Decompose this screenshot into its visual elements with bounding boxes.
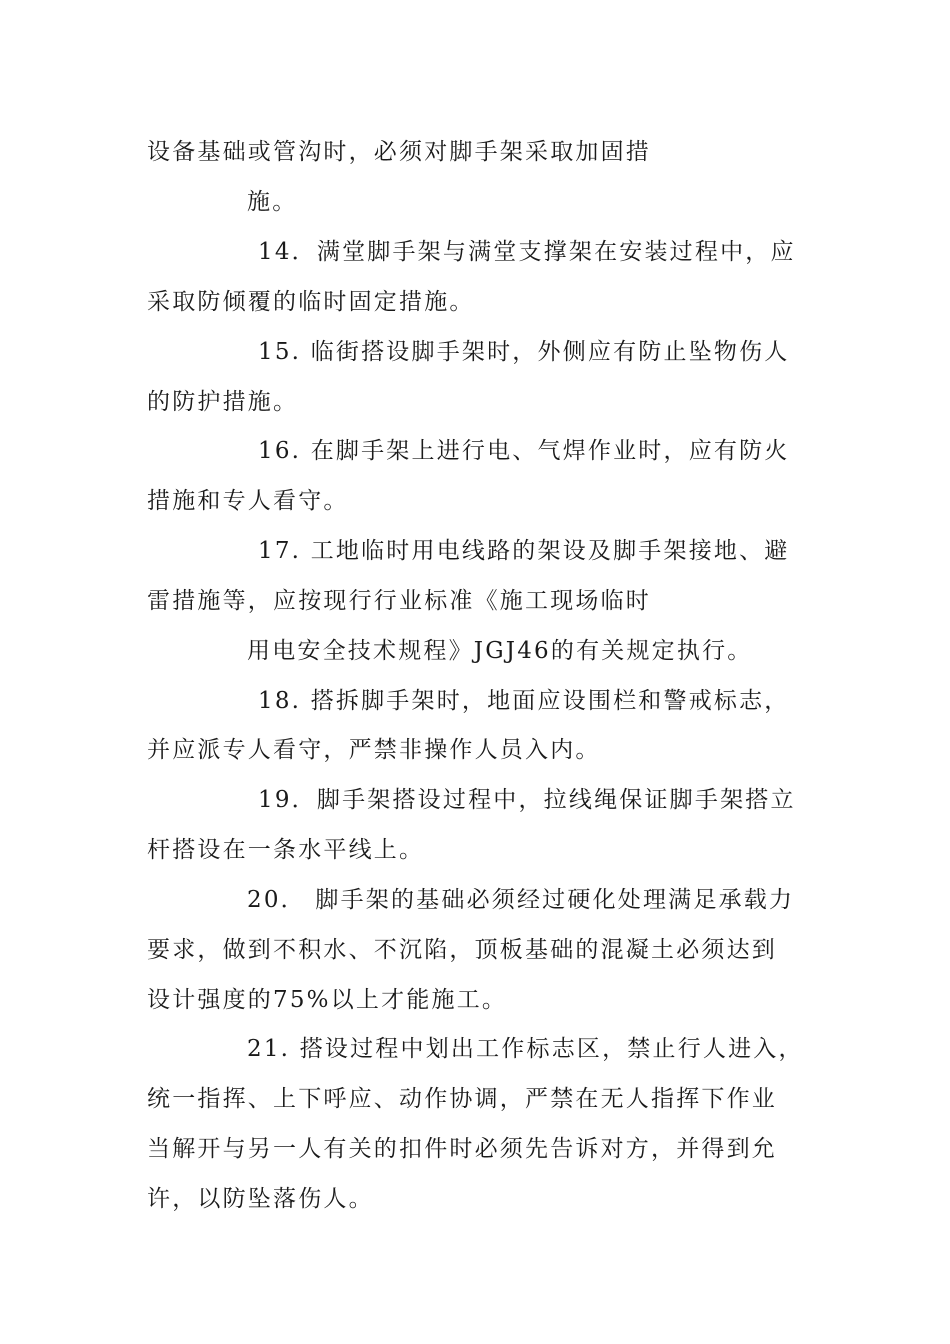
text-line: 雷措施等，应按现行行业标准《施工现场临时 [147,588,651,614]
text-line: 措施和专人看守。 [147,488,349,514]
text-line: 21. 搭设过程中划出工作标志区，禁止行人进入， [247,1036,804,1062]
text-line: 用电安全技术规程》JGJ46的有关规定执行。 [247,638,753,664]
text-line: 杆搭设在一条水平线上。 [147,837,425,863]
text-line: 的防护措施。 [147,389,299,415]
text-line: 18. 搭拆脚手架时，地面应设围栏和警戒标志， [258,688,790,714]
text-line: 要求，做到不积水、不沉陷，顶板基础的混凝土必须达到 [147,937,777,963]
text-line: 采取防倾覆的临时固定措施。 [147,289,475,315]
text-line: 统一指挥、上下呼应、动作协调，严禁在无人指挥下作业 [147,1086,777,1112]
text-line: 20． 脚手架的基础必须经过硬化处理满足承载力 [247,887,795,913]
text-line: 设计强度的75%以上才能施工。 [147,987,508,1013]
text-line: 19．脚手架搭设过程中，拉线绳保证脚手架搭立 [258,787,796,813]
text-line: 14．满堂脚手架与满堂支撑架在安装过程中，应 [258,239,796,265]
text-line: 许，以防坠落伤人。 [147,1186,374,1212]
text-line: 设备基础或管沟时，必须对脚手架采取加固措 [147,139,651,165]
text-line: 当解开与另一人有关的扣件时必须先告诉对方，并得到允 [147,1136,777,1162]
text-line: 16. 在脚手架上进行电、气焊作业时，应有防火 [258,438,790,464]
text-line: 17. 工地临时用电线路的架设及脚手架接地、避 [258,538,790,564]
text-line: 施。 [247,189,298,215]
text-line: 并应派专人看守，严禁非操作人员入内。 [147,737,601,763]
text-line: 15. 临街搭设脚手架时，外侧应有防止坠物伤人 [258,339,790,365]
